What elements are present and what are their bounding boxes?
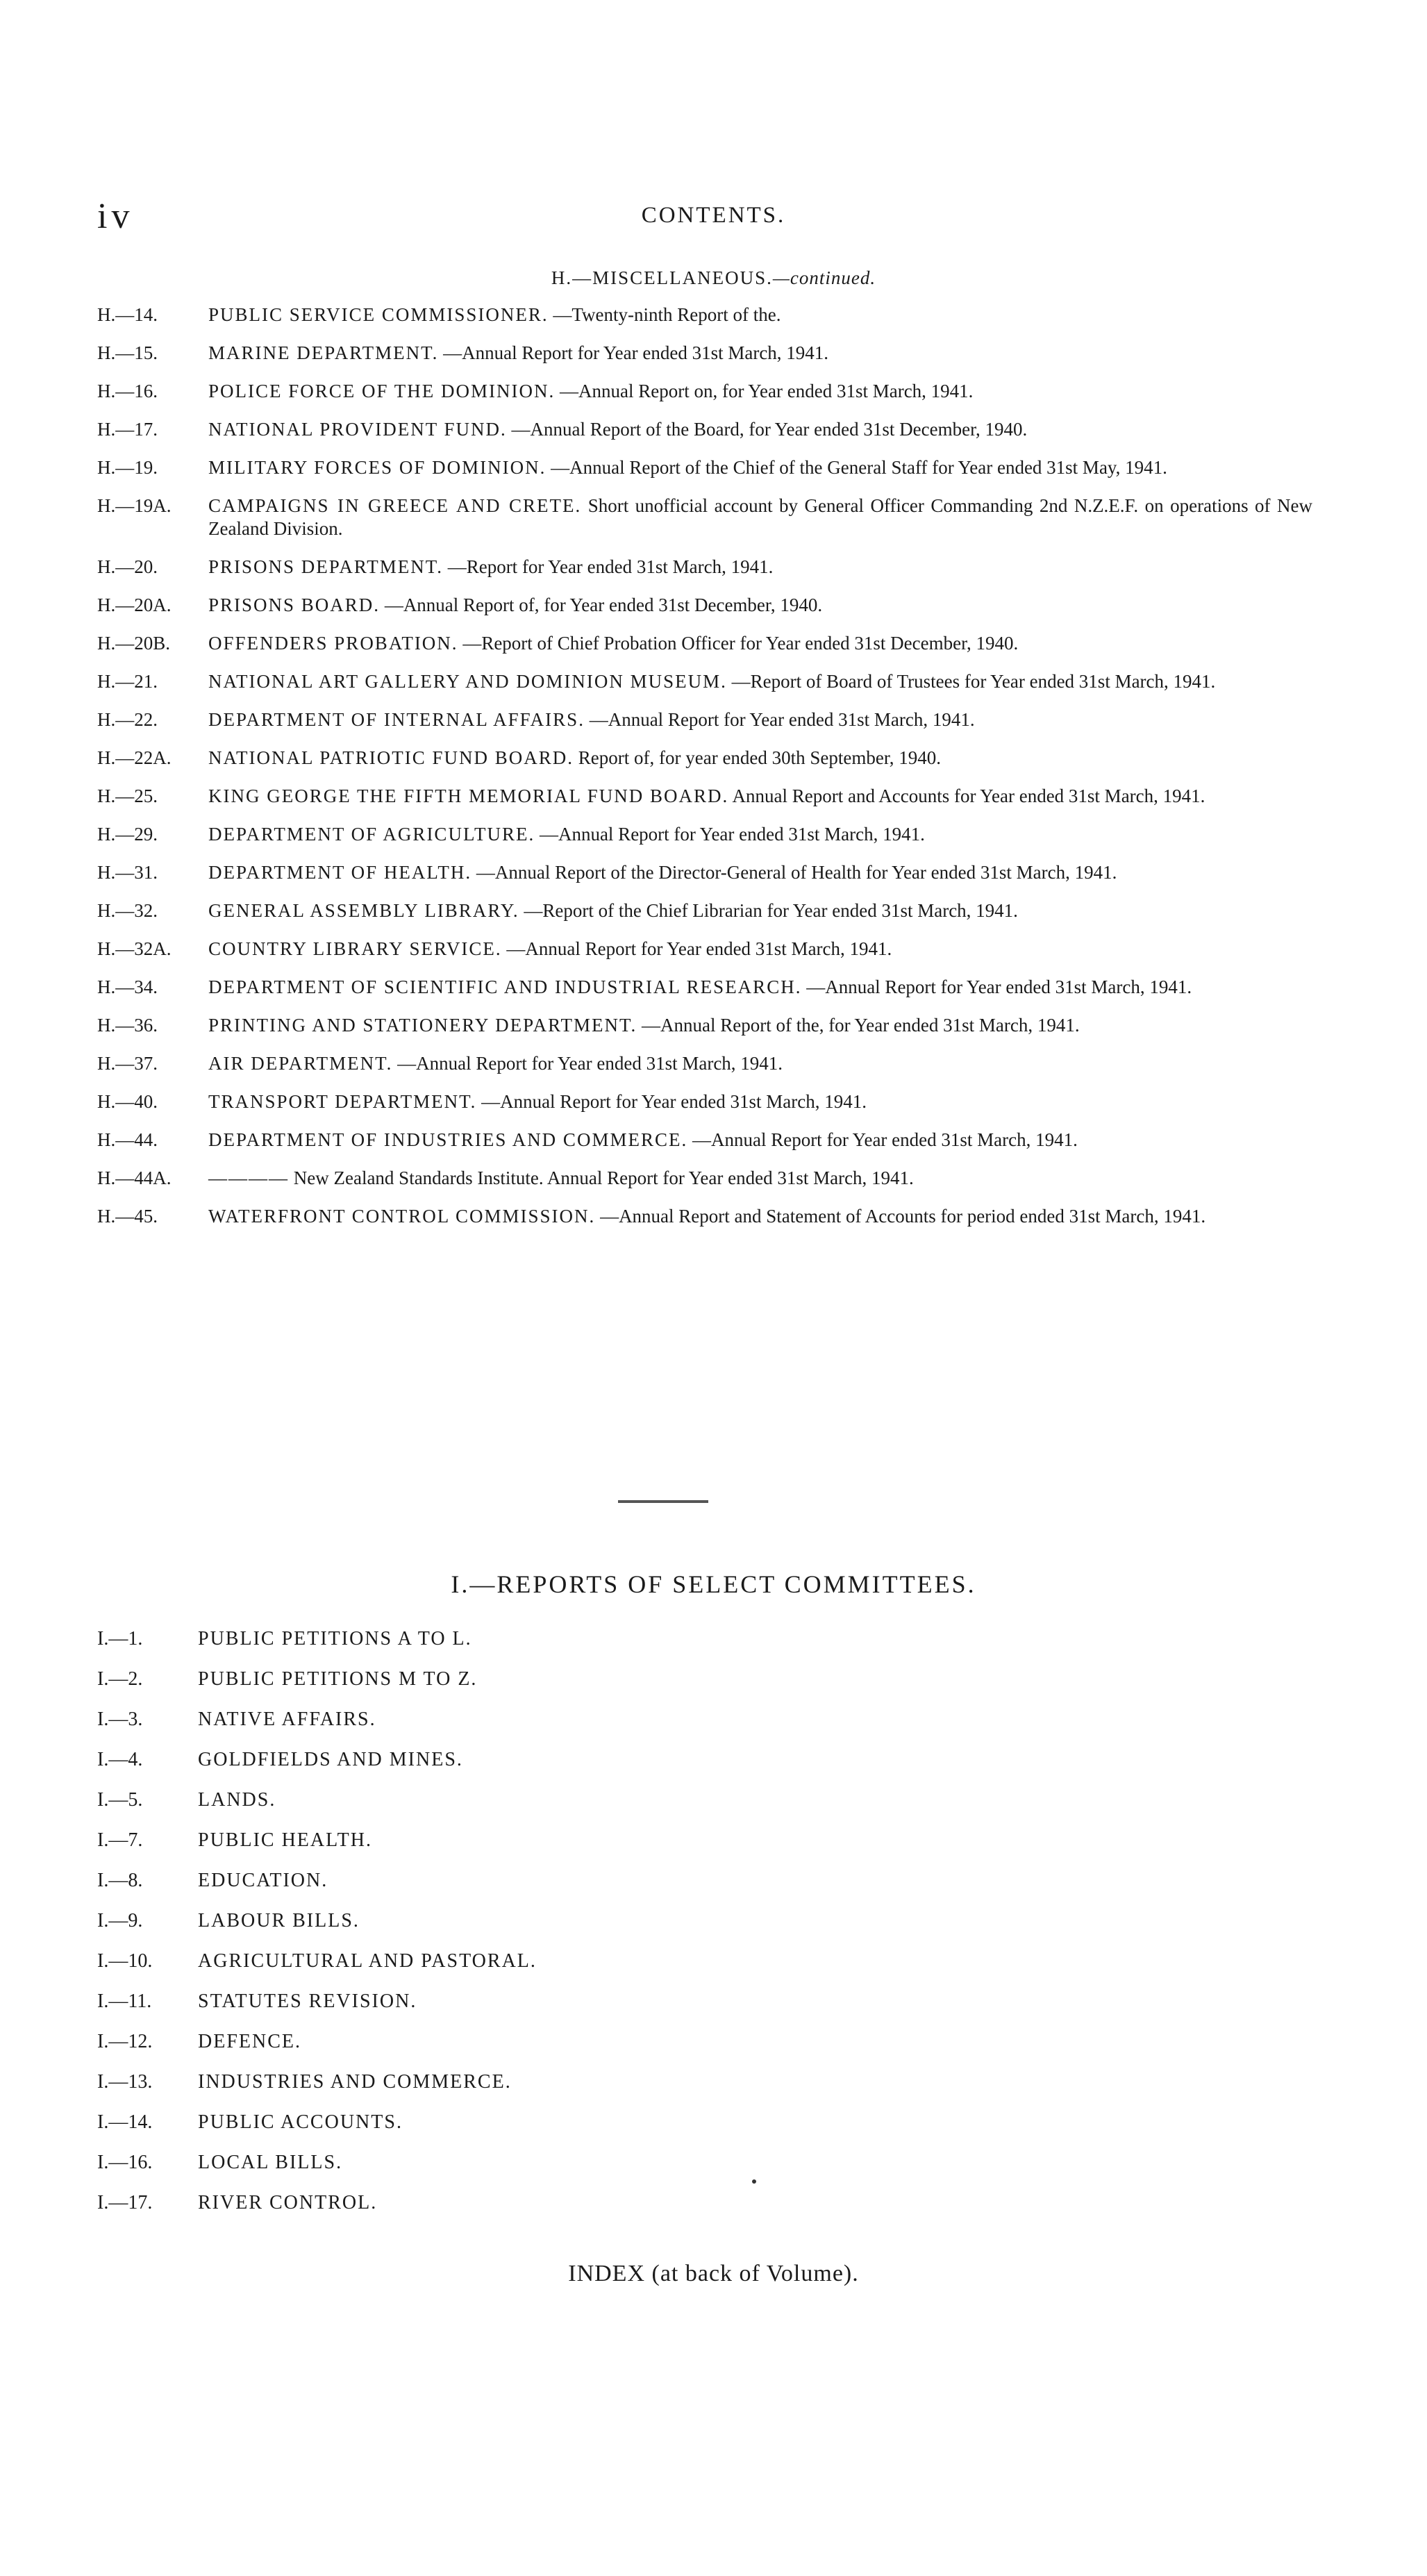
h-entry-body (208, 1129, 1312, 1152)
h-entry-body (208, 1205, 1312, 1228)
i-entry (97, 2149, 537, 2189)
i-entry-code: I.—11. (97, 1991, 152, 2012)
h-entry-title: AIR DEPARTMENT. (208, 1053, 393, 1074)
i-entry (97, 2109, 537, 2149)
h-entry-code: H.—16. (97, 381, 158, 401)
h-entry-description: —Annual Report for Year ended 31st March, 1941. (589, 709, 975, 730)
h-entry-body (208, 594, 1312, 617)
h-entry-description: —Annual Report for Year ended 31st March, 1941. (806, 977, 1192, 997)
h-entry (97, 1167, 1312, 1190)
h-entry-code: H.—25. (97, 786, 158, 806)
h-entry-description: —Annual Report of the Chief of the General Staff for Year ended 31st May, 1941. (551, 457, 1167, 478)
h-entry (97, 823, 1312, 846)
h-entry-title: DEPARTMENT OF INTERNAL AFFAIRS. (208, 709, 585, 730)
i-entry-title: PUBLIC PETITIONS M TO Z. (198, 1668, 478, 1690)
h-entry-description: —Annual Report of the, for Year ended 31st March, 1941. (642, 1015, 1080, 1036)
section-h-heading (0, 267, 1427, 289)
h-entry-description: —Annual Report for Year ended 31st March, 1941. (397, 1053, 783, 1074)
h-entry (97, 670, 1312, 693)
i-entry (97, 1907, 537, 1947)
h-entry-body (208, 670, 1312, 693)
section-i-list (97, 1625, 537, 2229)
h-entry-description: —Twenty-ninth Report of the. (553, 304, 781, 325)
h-entry-description: Short unofficial account by General Officer Commanding 2nd N.Z.E.F. on operations of New Zealand Division. (208, 495, 1313, 539)
i-entry (97, 2068, 537, 2109)
h-entry-title: POLICE FORCE OF THE DOMINION. (208, 381, 556, 401)
h-entry (97, 456, 1312, 479)
h-entry (97, 976, 1312, 999)
i-entry-code: I.—17. (97, 2192, 153, 2213)
h-entry (97, 1090, 1312, 1113)
h-entry-description: —Annual Report of, for Year ended 31st December, 1940. (384, 595, 823, 615)
h-entry-code: H.—17. (97, 419, 158, 440)
i-entry-title: PUBLIC PETITIONS A TO L. (198, 1628, 472, 1650)
i-entry-title: STATUTES REVISION. (198, 1991, 417, 2012)
h-entry-title: KING GEORGE THE FIFTH MEMORIAL FUND BOARD. (208, 786, 729, 806)
h-entry-title: PRISONS BOARD. (208, 595, 381, 615)
section-i-heading: I.—REPORTS OF SELECT COMMITTEES. (451, 1570, 976, 1598)
section-h-title: H.—MISCELLANEOUS. (551, 267, 773, 288)
h-entry-code: H.—15. (97, 342, 158, 363)
h-entry-description: —Annual Report for Year ended 31st March, 1941. (443, 342, 829, 363)
h-entry-body (208, 1052, 1312, 1075)
h-entry-body (208, 1167, 1312, 1190)
i-entry (97, 1786, 537, 1827)
section-divider (618, 1500, 708, 1503)
i-entry (97, 2189, 537, 2229)
i-entry-code: I.—12. (97, 2031, 153, 2052)
h-entry-body (208, 556, 1312, 579)
h-entry-title: PRISONS DEPARTMENT. (208, 556, 443, 577)
h-entry (97, 938, 1312, 961)
h-entry-body (208, 342, 1312, 365)
h-entry (97, 1129, 1312, 1152)
i-entry-title: EDUCATION. (198, 1870, 328, 1891)
h-entry-body (208, 632, 1312, 655)
h-entry-body (208, 456, 1312, 479)
h-entry (97, 418, 1312, 441)
h-entry-code: H.—40. (97, 1091, 158, 1112)
i-entry-title: INDUSTRIES AND COMMERCE. (198, 2071, 512, 2093)
i-entry (97, 1867, 537, 1907)
h-entry-description: —Annual Report for Year ended 31st March, 1941. (481, 1091, 867, 1112)
h-entry-body (208, 861, 1312, 884)
i-entry (97, 2028, 537, 2068)
h-entry-body (208, 899, 1312, 922)
h-entry-body (208, 495, 1312, 540)
h-entry (97, 708, 1312, 731)
h-entry-description: Report of, for year ended 30th September, 1940. (578, 747, 942, 768)
h-entry-title: ———— (208, 1167, 289, 1188)
i-entry-title: LABOUR BILLS. (198, 1910, 360, 1931)
h-entry (97, 632, 1312, 655)
h-entry-code: H.—20. (97, 556, 158, 577)
i-entry (97, 1947, 537, 1988)
i-entry-title: AGRICULTURAL AND PASTORAL. (198, 1950, 537, 1972)
i-entry-code: I.—14. (97, 2111, 153, 2133)
h-entry-body (208, 708, 1312, 731)
h-entry-title: NATIONAL PROVIDENT FUND. (208, 419, 507, 440)
h-entry-description: —Annual Report of the Director-General of Health for Year ended 31st March, 1941. (476, 862, 1117, 883)
h-entry (97, 380, 1312, 403)
h-entry-code: H.—36. (97, 1015, 158, 1036)
h-entry-code: H.—22A. (97, 747, 172, 768)
h-entry-description: New Zealand Standards Institute. Annual Report for Year ended 31st March, 1941. (293, 1167, 914, 1188)
i-entry-title: LOCAL BILLS. (198, 2152, 343, 2173)
running-head: CONTENTS. (641, 203, 786, 228)
h-entry-code: H.—44. (97, 1129, 158, 1150)
i-entry-code: I.—7. (97, 1829, 143, 1851)
h-entry-body (208, 938, 1312, 961)
h-entry-description: —Annual Report on, for Year ended 31st March, 1941. (560, 381, 974, 401)
h-entry (97, 556, 1312, 579)
h-entry-description: —Report of Chief Probation Officer for Year ended 31st December, 1940. (462, 633, 1019, 654)
h-entry-code: H.—32. (97, 900, 158, 921)
h-entry-description: —Annual Report for Year ended 31st March, 1941. (539, 824, 925, 845)
h-entry-code: H.—34. (97, 977, 158, 997)
h-entry-title: COUNTRY LIBRARY SERVICE. (208, 938, 502, 959)
i-entry (97, 1827, 537, 1867)
i-entry (97, 1625, 537, 1665)
i-entry-title: NATIVE AFFAIRS. (198, 1709, 376, 1730)
h-entry-title: DEPARTMENT OF INDUSTRIES AND COMMERCE. (208, 1129, 688, 1150)
h-entry-code: H.—22. (97, 709, 158, 730)
h-entry-body (208, 1014, 1312, 1037)
h-entry-title: OFFENDERS PROBATION. (208, 633, 458, 654)
i-entry-code: I.—13. (97, 2071, 153, 2093)
i-entry (97, 1746, 537, 1786)
i-entry-code: I.—4. (97, 1749, 143, 1770)
h-entry-description: —Annual Report of the Board, for Year ended 31st December, 1940. (511, 419, 1028, 440)
h-entry (97, 785, 1312, 808)
h-entry (97, 747, 1312, 770)
h-entry-title: CAMPAIGNS IN GREECE AND CRETE. (208, 495, 582, 516)
h-entry (97, 1052, 1312, 1075)
h-entry (97, 594, 1312, 617)
h-entry-title: GENERAL ASSEMBLY LIBRARY. (208, 900, 519, 921)
h-entry (97, 342, 1312, 365)
h-entry-description: —Report for Year ended 31st March, 1941. (447, 556, 774, 577)
i-entry-title: RIVER CONTROL. (198, 2192, 378, 2213)
i-entry-code: I.—8. (97, 1870, 143, 1891)
h-entry-description: —Report of the Chief Librarian for Year ended 31st March, 1941. (524, 900, 1018, 921)
h-entry-code: H.—32A. (97, 938, 172, 959)
h-entry-title: DEPARTMENT OF AGRICULTURE. (208, 824, 535, 845)
i-entry-title: GOLDFIELDS AND MINES. (198, 1749, 463, 1770)
i-entry-code: I.—10. (97, 1950, 153, 1972)
i-entry-title: DEFENCE. (198, 2031, 301, 2052)
i-entry-title: LANDS. (198, 1789, 276, 1811)
h-entry-title: NATIONAL PATRIOTIC FUND BOARD. (208, 747, 574, 768)
h-entry-description: —Report of Board of Trustees for Year ended 31st March, 1941. (731, 671, 1216, 692)
h-entry-code: H.—20B. (97, 633, 171, 654)
i-entry-code: I.—16. (97, 2152, 153, 2173)
h-entry-description: —Annual Report and Statement of Accounts for period ended 31st March, 1941. (600, 1206, 1206, 1227)
h-entry (97, 304, 1312, 326)
h-entry-title: MILITARY FORCES OF DOMINION. (208, 457, 546, 478)
h-entry-body (208, 976, 1312, 999)
h-entry-code: H.—31. (97, 862, 158, 883)
h-entry (97, 861, 1312, 884)
h-entry-body (208, 304, 1312, 326)
h-entry-title: NATIONAL ART GALLERY AND DOMINION MUSEUM. (208, 671, 727, 692)
h-entry (97, 495, 1312, 540)
h-entry-body (208, 747, 1312, 770)
i-entry-code: I.—9. (97, 1910, 143, 1931)
i-entry-code: I.—2. (97, 1668, 143, 1690)
h-entry (97, 1205, 1312, 1228)
i-entry-title: PUBLIC ACCOUNTS. (198, 2111, 403, 2133)
i-entry-code: I.—5. (97, 1789, 143, 1811)
h-entry (97, 1014, 1312, 1037)
h-entry-body (208, 1090, 1312, 1113)
print-speck (752, 2179, 756, 2184)
h-entry-code: H.—20A. (97, 595, 172, 615)
h-entry-body (208, 785, 1312, 808)
h-entry-body (208, 418, 1312, 441)
section-h-list (97, 304, 1312, 1243)
h-entry-code: H.—37. (97, 1053, 158, 1074)
h-entry-description: Annual Report and Accounts for Year ended 31st March, 1941. (732, 786, 1205, 806)
i-entry-code: I.—1. (97, 1628, 143, 1650)
h-entry (97, 899, 1312, 922)
h-entry-code: H.—21. (97, 671, 158, 692)
h-entry-code: H.—45. (97, 1206, 158, 1227)
i-entry (97, 1665, 537, 1706)
h-entry-code: H.—19A. (97, 495, 172, 516)
h-entry-title: DEPARTMENT OF HEALTH. (208, 862, 472, 883)
h-entry-code: H.—44A. (97, 1167, 172, 1188)
h-entry-title: PRINTING AND STATIONERY DEPARTMENT. (208, 1015, 637, 1036)
h-entry-title: MARINE DEPARTMENT. (208, 342, 439, 363)
h-entry-code: H.—29. (97, 824, 158, 845)
h-entry-description: —Annual Report for Year ended 31st March, 1941. (506, 938, 892, 959)
h-entry-code: H.—14. (97, 304, 158, 325)
section-h-continued: —continued. (772, 267, 876, 288)
i-entry (97, 1706, 537, 1746)
i-entry (97, 1988, 537, 2028)
h-entry-body (208, 823, 1312, 846)
h-entry-body (208, 380, 1312, 403)
h-entry-title: TRANSPORT DEPARTMENT. (208, 1091, 477, 1112)
h-entry-code: H.—19. (97, 457, 158, 478)
h-entry-title: PUBLIC SERVICE COMMISSIONER. (208, 304, 549, 325)
i-entry-title: PUBLIC HEALTH. (198, 1829, 372, 1851)
h-entry-description: —Annual Report for Year ended 31st March, 1941. (692, 1129, 1078, 1150)
index-note: INDEX (at back of Volume). (568, 2261, 859, 2286)
i-entry-code: I.—3. (97, 1709, 143, 1730)
h-entry-title: WATERFRONT CONTROL COMMISSION. (208, 1206, 596, 1227)
page-number: iv (97, 197, 134, 236)
h-entry-title: DEPARTMENT OF SCIENTIFIC AND INDUSTRIAL RESEARCH. (208, 977, 802, 997)
